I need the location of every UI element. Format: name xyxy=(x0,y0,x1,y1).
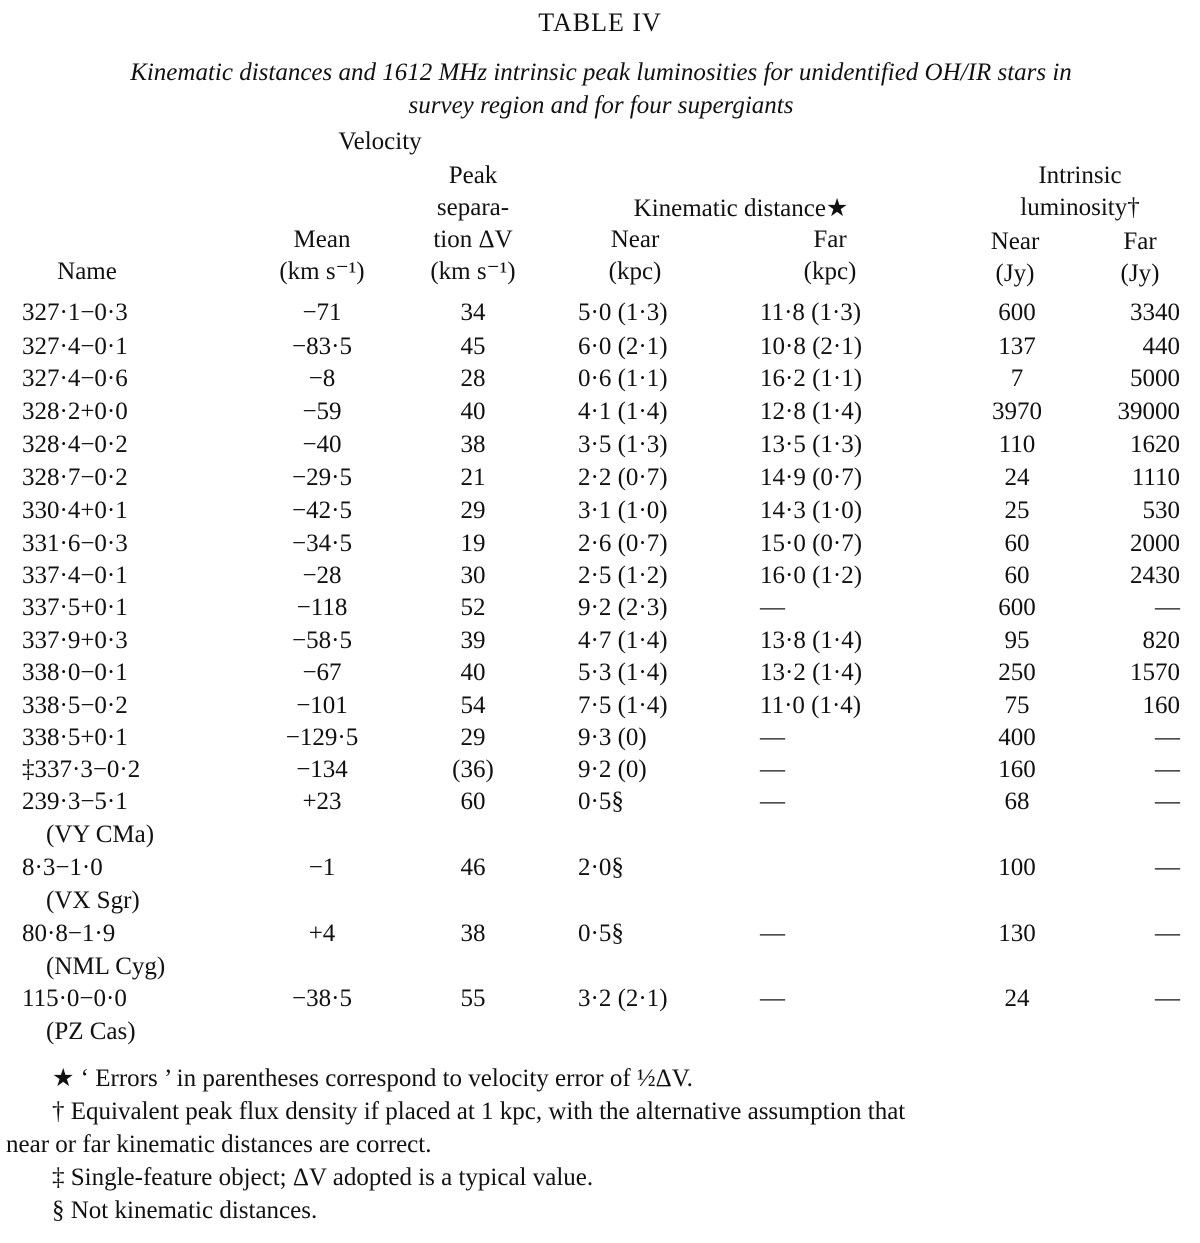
cell-lum-far: 3340 xyxy=(1130,299,1180,326)
cell-lum-near: 600 xyxy=(998,594,1036,621)
cell-mean-velocity: −28 xyxy=(302,562,342,589)
cell-peak-separation: 28 xyxy=(460,365,486,392)
cell-kin-far: — xyxy=(760,756,785,783)
cell-kin-far: 16·2 (1·1) xyxy=(760,365,863,392)
cell-kin-near: 4·7 (1·4) xyxy=(578,627,668,654)
header-sep-line2: separa- xyxy=(436,194,510,221)
cell-name: 8·3−1·0 xyxy=(22,854,103,881)
cell-kin-far: — xyxy=(760,594,785,621)
cell-peak-separation: 21 xyxy=(460,464,486,491)
caption-line-2: survey region and for four supergiants xyxy=(408,92,794,119)
cell-kin-far: 12·8 (1·4) xyxy=(760,398,863,425)
cell-kin-near: 0·5§ xyxy=(578,788,624,815)
cell-name: 338·5−0·2 xyxy=(22,692,128,719)
cell-mean-velocity: −40 xyxy=(302,431,342,458)
cell-lum-far: 5000 xyxy=(1130,365,1180,392)
cell-mean-velocity: −42·5 xyxy=(292,497,352,524)
cell-name: 328·4−0·2 xyxy=(22,431,128,458)
cell-kin-far: 16·0 (1·2) xyxy=(760,562,863,589)
cell-kin-far: — xyxy=(760,724,785,751)
cell-lum-far: 1110 xyxy=(1131,464,1180,491)
cell-peak-separation: 40 xyxy=(460,659,486,686)
header-lum-line2: luminosity† xyxy=(1020,194,1140,221)
cell-star-identifier: (VY CMa) xyxy=(46,821,155,848)
cell-name: 327·1−0·3 xyxy=(22,299,128,326)
cell-name: 337·4−0·1 xyxy=(22,562,128,589)
cell-lum-far: 2000 xyxy=(1130,530,1180,557)
cell-kin-near: 2·5 (1·2) xyxy=(578,562,668,589)
cell-lum-near: 137 xyxy=(998,333,1036,360)
cell-name: 328·7−0·2 xyxy=(22,464,128,491)
header-kin-near xyxy=(590,224,680,288)
footnote-line: ★ ‘ Errors ’ in parentheses correspond to velocity error of ½ΔV. xyxy=(52,1065,693,1092)
header-kin-far xyxy=(780,224,880,288)
cell-lum-near: 160 xyxy=(998,756,1036,783)
cell-lum-far: 440 xyxy=(1142,333,1180,360)
cell-peak-separation: (36) xyxy=(452,756,494,783)
cell-peak-separation: 60 xyxy=(460,788,486,815)
cell-peak-separation: 54 xyxy=(460,692,486,719)
cell-kin-far: 13·5 (1·3) xyxy=(760,431,863,458)
cell-mean-velocity: −1 xyxy=(308,854,336,881)
cell-kin-far: — xyxy=(760,788,785,815)
cell-kin-near: 9·2 (0) xyxy=(578,756,647,783)
footnotes xyxy=(6,1062,1196,1227)
header-kin-far-label: Far xyxy=(813,226,847,253)
header-lum-far-unit: (Jy) xyxy=(1120,260,1160,287)
header-lum-near-unit: (Jy) xyxy=(995,260,1035,287)
cell-lum-far: — xyxy=(1155,920,1180,947)
cell-mean-velocity: −134 xyxy=(296,756,348,783)
cell-kin-near: 2·0§ xyxy=(578,854,624,881)
cell-lum-near: 68 xyxy=(1004,788,1030,815)
cell-name: 115·0−0·0 xyxy=(22,985,127,1012)
cell-lum-near: 3970 xyxy=(992,398,1042,425)
cell-mean-velocity: −71 xyxy=(302,299,342,326)
cell-lum-near: 250 xyxy=(998,659,1036,686)
cell-lum-far: 820 xyxy=(1142,627,1180,654)
header-sep-unit: (km s⁻¹) xyxy=(430,258,516,285)
cell-lum-far: — xyxy=(1155,756,1180,783)
cell-lum-far: 1570 xyxy=(1130,659,1180,686)
cell-mean-velocity: −83·5 xyxy=(292,333,352,360)
header-mean-unit: (km s⁻¹) xyxy=(279,258,365,285)
cell-kin-near: 2·6 (0·7) xyxy=(578,530,668,557)
footnote-line: § Not kinematic distances. xyxy=(52,1197,318,1224)
header-sep-line3: tion ΔV xyxy=(433,226,513,253)
cell-kin-far: — xyxy=(760,985,785,1012)
cell-lum-near: 60 xyxy=(1004,530,1030,557)
cell-peak-separation: 40 xyxy=(460,398,486,425)
cell-lum-far: — xyxy=(1155,788,1180,815)
table-title-text: TABLE IV xyxy=(538,8,662,37)
cell-kin-far: 10·8 (2·1) xyxy=(760,333,863,360)
cell-mean-velocity: −29·5 xyxy=(292,464,352,491)
cell-kin-far: 11·8 (1·3) xyxy=(760,299,862,326)
cell-kin-far: — xyxy=(760,920,785,947)
cell-name: ‡337·3−0·2 xyxy=(22,756,141,783)
cell-mean-velocity: +4 xyxy=(308,920,336,947)
header-lum-near-label: Near xyxy=(990,228,1040,255)
cell-lum-far: — xyxy=(1155,724,1180,751)
cell-mean-velocity: −129·5 xyxy=(285,724,359,751)
caption-line-1: Kinematic distances and 1612 MHz intrinsic peak luminosities for unidentified OH/IR stars in xyxy=(130,59,1072,86)
cell-name: 80·8−1·9 xyxy=(22,920,116,947)
header-sep-line1: Peak xyxy=(448,162,498,189)
header-name: Name xyxy=(57,258,117,285)
cell-peak-separation: 46 xyxy=(460,854,486,881)
cell-kin-far: 15·0 (0·7) xyxy=(760,530,863,557)
header-lum-far-label: Far xyxy=(1123,228,1157,255)
cell-lum-far: — xyxy=(1155,985,1180,1012)
cell-peak-separation: 34 xyxy=(460,299,486,326)
cell-mean-velocity: −38·5 xyxy=(292,985,352,1012)
cell-lum-near: 95 xyxy=(1004,627,1030,654)
cell-star-identifier: (NML Cyg) xyxy=(46,953,166,980)
cell-mean-velocity: −101 xyxy=(296,692,348,719)
cell-kin-near: 0·5§ xyxy=(578,920,624,947)
cell-kin-far: 11·0 (1·4) xyxy=(760,692,862,719)
cell-name: 337·5+0·1 xyxy=(22,594,128,621)
cell-kin-near: 5·3 (1·4) xyxy=(578,659,668,686)
cell-kin-near: 4·1 (1·4) xyxy=(578,398,668,425)
cell-peak-separation: 39 xyxy=(460,627,486,654)
cell-kin-far: 13·2 (1·4) xyxy=(760,659,863,686)
cell-lum-near: 25 xyxy=(1004,497,1030,524)
cell-mean-velocity: +23 xyxy=(302,788,342,815)
cell-lum-near: 100 xyxy=(998,854,1036,881)
table-caption xyxy=(6,56,1196,122)
cell-lum-near: 7 xyxy=(1010,365,1024,392)
cell-mean-velocity: −34·5 xyxy=(292,530,352,557)
cell-lum-far: 39000 xyxy=(1117,398,1180,425)
cell-peak-separation: 19 xyxy=(460,530,486,557)
cell-peak-separation: 55 xyxy=(460,985,486,1012)
cell-lum-near: 110 xyxy=(998,431,1036,458)
cell-name: 331·6−0·3 xyxy=(22,530,128,557)
cell-name: 338·0−0·1 xyxy=(22,659,128,686)
cell-kin-far: 13·8 (1·4) xyxy=(760,627,863,654)
header-peak-separation xyxy=(408,160,538,288)
cell-kin-near: 3·1 (1·0) xyxy=(578,497,668,524)
cell-mean-velocity: −8 xyxy=(308,365,336,392)
cell-name: 328·2+0·0 xyxy=(22,398,128,425)
cell-kin-near: 5·0 (1·3) xyxy=(578,299,668,326)
header-kin-near-unit: (kpc) xyxy=(608,258,662,285)
header-lum-near xyxy=(970,226,1060,290)
cell-mean-velocity: −67 xyxy=(302,659,342,686)
cell-lum-far: 530 xyxy=(1142,497,1180,524)
cell-lum-near: 75 xyxy=(1004,692,1030,719)
cell-kin-near: 7·5 (1·4) xyxy=(578,692,668,719)
cell-lum-far: 2430 xyxy=(1130,562,1180,589)
cell-peak-separation: 30 xyxy=(460,562,486,589)
header-lum-line1: Intrinsic xyxy=(1038,162,1122,189)
cell-lum-far: — xyxy=(1155,854,1180,881)
header-mean-label: Mean xyxy=(293,226,351,253)
cell-kin-near: 6·0 (2·1) xyxy=(578,333,668,360)
cell-lum-near: 24 xyxy=(1004,464,1030,491)
table-title xyxy=(0,8,1200,38)
cell-peak-separation: 29 xyxy=(460,497,486,524)
cell-lum-far: 160 xyxy=(1142,692,1180,719)
cell-mean-velocity: −59 xyxy=(302,398,342,425)
cell-mean-velocity: −58·5 xyxy=(292,627,352,654)
header-velocity: Velocity xyxy=(338,128,422,155)
footnote-line: † Equivalent peak flux density if placed at 1 kpc, with the alternative assumption that xyxy=(52,1098,906,1125)
cell-peak-separation: 45 xyxy=(460,333,486,360)
cell-peak-separation: 38 xyxy=(460,920,486,947)
cell-name: 330·4+0·1 xyxy=(22,497,128,524)
cell-name: 239·3−5·1 xyxy=(22,788,128,815)
cell-name: 327·4−0·1 xyxy=(22,333,128,360)
cell-kin-near: 9·2 (2·3) xyxy=(578,594,668,621)
header-intrinsic-luminosity xyxy=(990,160,1170,224)
header-lum-far xyxy=(1100,226,1180,290)
cell-peak-separation: 29 xyxy=(460,724,486,751)
cell-lum-near: 130 xyxy=(998,920,1036,947)
cell-name: 327·4−0·6 xyxy=(22,365,128,392)
cell-star-identifier: (VX Sgr) xyxy=(46,887,140,914)
cell-kin-near: 2·2 (0·7) xyxy=(578,464,668,491)
cell-lum-far: 1620 xyxy=(1130,431,1180,458)
cell-kin-near: 3·5 (1·3) xyxy=(578,431,668,458)
header-kin-far-unit: (kpc) xyxy=(803,258,857,285)
cell-kin-far: 14·3 (1·0) xyxy=(760,497,863,524)
cell-peak-separation: 52 xyxy=(460,594,486,621)
footnote-line: ‡ Single-feature object; ΔV adopted is a typical value. xyxy=(52,1164,594,1191)
cell-kin-near: 9·3 (0) xyxy=(578,724,647,751)
cell-lum-far: — xyxy=(1155,594,1180,621)
cell-peak-separation: 38 xyxy=(460,431,486,458)
cell-name: 338·5+0·1 xyxy=(22,724,128,751)
cell-kin-near: 3·2 (2·1) xyxy=(578,985,668,1012)
header-mean xyxy=(252,224,392,288)
cell-kin-near: 0·6 (1·1) xyxy=(578,365,668,392)
cell-lum-near: 60 xyxy=(1004,562,1030,589)
cell-lum-near: 24 xyxy=(1004,985,1030,1012)
header-kinematic-distance: Kinematic distance★ xyxy=(633,195,849,222)
header-kin-near-label: Near xyxy=(610,226,660,253)
cell-kin-far: 14·9 (0·7) xyxy=(760,464,863,491)
cell-name: 337·9+0·3 xyxy=(22,627,128,654)
footnote-line: near or far kinematic distances are correct. xyxy=(6,1131,432,1158)
cell-mean-velocity: −118 xyxy=(296,594,348,621)
cell-lum-near: 600 xyxy=(998,299,1036,326)
cell-lum-near: 400 xyxy=(998,724,1036,751)
cell-star-identifier: (PZ Cas) xyxy=(46,1018,136,1045)
